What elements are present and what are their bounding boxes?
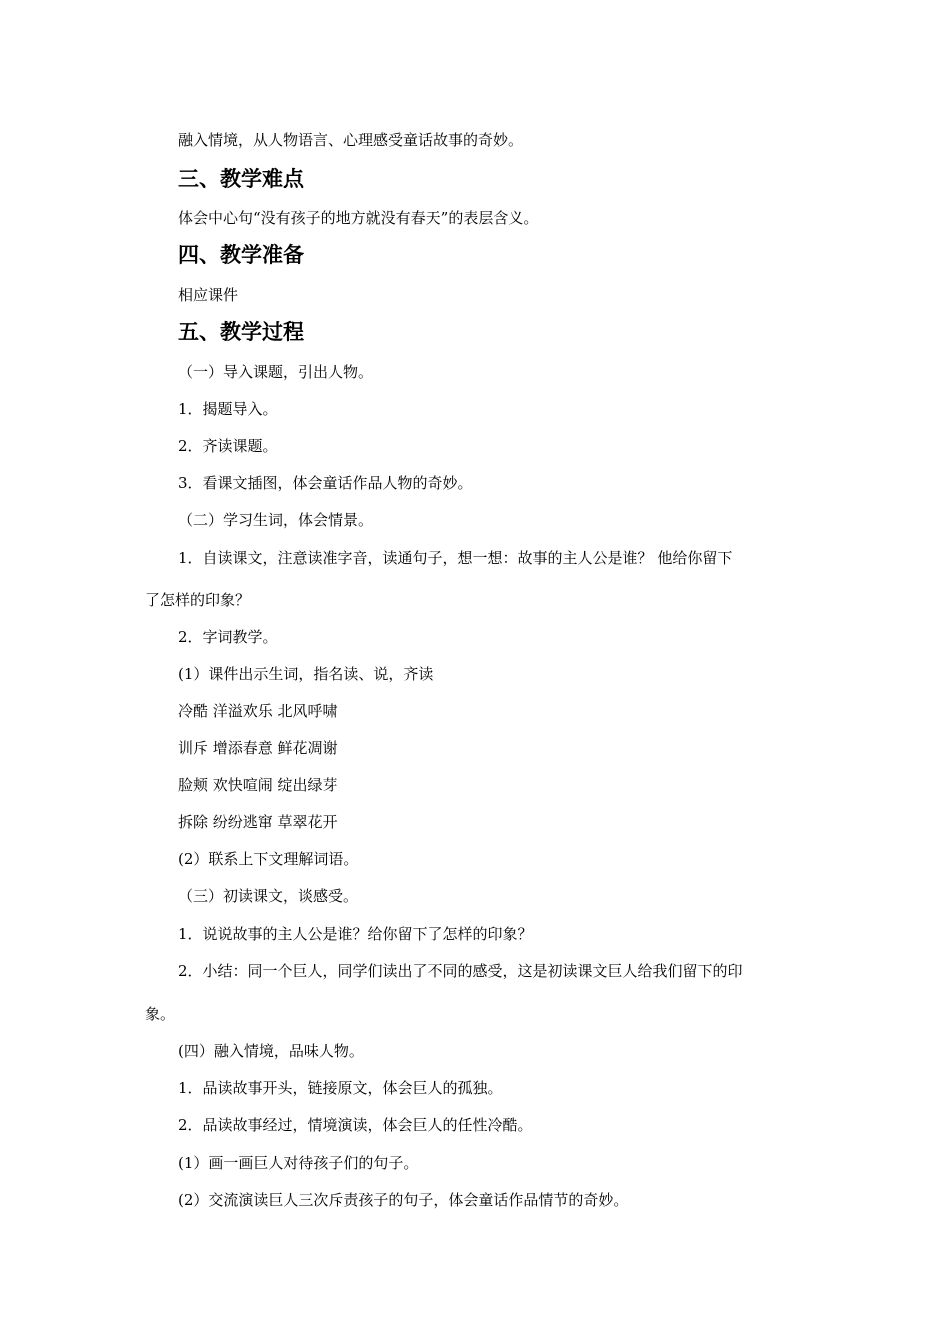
text-line: (1）课件出示生词，指名读、说，齐读	[178, 665, 434, 683]
text-line: 象。	[145, 1005, 176, 1023]
text-line: 了怎样的印象？	[145, 591, 251, 609]
vocab-row: 脸颊 欢快喧闹 绽出绿芽	[178, 776, 338, 794]
text-line: （一）导入课题，引出人物。	[178, 363, 374, 381]
text-line: 融入情境，从人物语言、心理感受童话故事的奇妙。	[178, 131, 524, 149]
text-line: 3．看课文插图，体会童话作品人物的奇妙。	[178, 474, 473, 492]
text-line: (2）联系上下文理解词语。	[178, 850, 359, 868]
text-line: 2．齐读课题。	[178, 437, 278, 455]
text-line: 1．品读故事开头，链接原文，体会巨人的孤独。	[178, 1079, 503, 1097]
text-line: （二）学习生词，体会情景。	[178, 511, 374, 529]
section-heading-process: 五、教学过程	[178, 320, 304, 344]
text-line: 2．字词教学。	[178, 628, 278, 646]
text-line: 2．小结：同一个巨人，同学们读出了不同的感受，这是初读课文巨人给我们留下的印	[178, 962, 743, 980]
vocab-row: 拆除 纷纷逃窜 草翠花开	[178, 813, 338, 831]
text-line: 1．说说故事的主人公是谁？给你留下了怎样的印象？	[178, 925, 533, 943]
text-line: （三）初读课文，谈感受。	[178, 887, 359, 905]
section-heading-preparation: 四、教学准备	[178, 243, 304, 267]
text-line: (四）融入情境，品味人物。	[178, 1042, 364, 1060]
text-line: 1．自读课文，注意读准字音，读通句子，想一想：故事的主人公是谁？ 他给你留下	[178, 549, 733, 567]
text-line: 体会中心句“没有孩子的地方就没有春天”的表层含义。	[178, 209, 539, 227]
text-line: (1）画一画巨人对待孩子们的句子。	[178, 1154, 419, 1172]
text-line: (2）交流演读巨人三次斥责孩子的句子，体会童话作品情节的奇妙。	[178, 1191, 629, 1209]
text-line: 1．揭题导入。	[178, 400, 278, 418]
section-heading-difficulty: 三、教学难点	[178, 167, 304, 191]
text-line: 2．品读故事经过，情境演读，体会巨人的任性冷酷。	[178, 1116, 533, 1134]
text-line: 相应课件	[178, 286, 239, 304]
vocab-row: 训斥 增添春意 鲜花凋谢	[178, 739, 338, 757]
vocab-row: 冷酷 洋溢欢乐 北风呼啸	[178, 702, 338, 720]
